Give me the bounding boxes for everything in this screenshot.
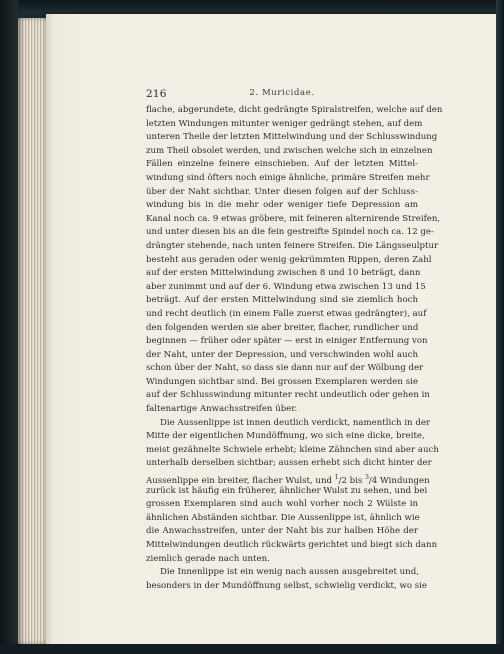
- text-line: ziemlich gerade nach unten.: [146, 553, 270, 564]
- text-fragment: bis: [346, 475, 366, 486]
- text-line: auf der ersten Mittelwindung zwischen 8 und 10 beträgt, dann: [146, 268, 421, 279]
- text-line: Fällen einzelne feinere einschieben. Auf der letzten Mittel-: [146, 159, 418, 170]
- text-line: drängter stehende, nach unten feinere Streifen. Die Längsseulptur: [146, 240, 439, 251]
- page-header: [146, 88, 418, 102]
- text-line: schon über der Naht, so dass sie dann nur auf der Wölbung der: [146, 363, 424, 374]
- text-line: flache, abgerundete, dicht gedrängte Spiralstreifen, welche auf den: [146, 105, 443, 115]
- text-line: beträgt. Auf der ersten Mittelwindung sind sie ziemlich hoch: [146, 295, 418, 306]
- text-line: windung sind öfters noch einige ähnliche, primäre Streifen mehr: [146, 172, 430, 183]
- text-line: Aussenlippe ein breiter, flacher Wulst, und $^1$/2 bis $^3$/4 Windungen: [146, 474, 430, 486]
- fraction-part: 3: [365, 474, 369, 482]
- fraction-part: 1: [334, 474, 339, 482]
- text-fragment: 4: [371, 475, 378, 486]
- text-line: auf der Schlusswindung mitunter recht undeutlich oder gehen in: [146, 390, 430, 401]
- text-line: besonders in der Mundöffnung selbst, schwielig verdickt, wo sie: [146, 580, 427, 591]
- text-line: aber zunimmt und auf der 6. Windung etwa zwischen 13 und 15: [146, 281, 426, 292]
- text-line: beginnen — früher oder später — erst in einiger Entfernung von: [146, 336, 428, 347]
- text-line: zum Theil obsolet werden, und zwischen welche sich in einzelnen: [146, 145, 433, 156]
- text-line: über der Naht sichtbar. Unter diesen folgen auf der Schluss-: [146, 186, 418, 197]
- text-line: und recht deutlich (in einem Falle zuerst etwas gedrängter), auf: [146, 308, 427, 319]
- text-line: meist gezähnelte Schwiele erhebt; kleine Zähnchen sind aber auch: [146, 444, 439, 455]
- text-line: faltenartige Anwachsstreifen über.: [146, 404, 298, 415]
- text-line: und unter diesen bis an die fein gestreifte Spindel noch ca. 12 ge-: [146, 227, 434, 238]
- text-line: unteren Theile der letzten Mittelwindung und der Schlusswindung: [146, 132, 438, 143]
- text-line: Mitte der eigentlichen Mundöffnung, wo sich eine dicke, breite,: [146, 431, 425, 442]
- text-line: der Naht, unter der Depression, und verschwinden wohl auch: [146, 349, 418, 360]
- text-line: ähnlichen Abständen sichtbar. Die Aussenlippe ist, ähnlich wie: [146, 512, 420, 523]
- book-page-edges: [18, 18, 48, 644]
- text-line: windung bis in die mehr oder weniger tiefe Depression am: [146, 200, 418, 211]
- running-head: 2. Muricidae.: [249, 88, 315, 98]
- backdrop-right: [496, 0, 504, 654]
- text-line: Windungen sichtbar sind. Bei grossen Exemplaren werden sie: [146, 376, 418, 387]
- text-line: den folgenden werden sie aber breiter, flacher, rundlicher und: [146, 322, 419, 333]
- backdrop-bottom: [0, 644, 504, 654]
- backdrop-top: [0, 0, 504, 14]
- text-line: die Anwachsstreifen, unter der Naht bis zur halben Höhe der: [146, 526, 418, 537]
- text-line: Mittelwindungen deutlich rückwärts gerichtet und biegt sich dann: [146, 540, 438, 550]
- text-line: zurück ist häufig ein früherer, ähnlicher Wulst zu sehen, und bei: [146, 485, 428, 496]
- body-text: [146, 104, 443, 593]
- page-number: 216: [146, 88, 167, 100]
- text-line: unterhalb derselben sichtbar; aussen erhebt sich dicht hinter der: [146, 458, 432, 469]
- text-fragment: Aussenlippe ein breiter, flacher Wulst, und: [146, 475, 335, 486]
- text-fragment: 2: [341, 475, 347, 486]
- text-line: letzten Windungen mitunter weniger gedrängt stehen, auf dem: [146, 118, 423, 129]
- text-line: besteht aus geraden oder wenig gekrümmten Rippen, deren Zahl: [146, 254, 432, 265]
- text-line: Die Innenlippe ist ein wenig nach aussen ausgebreitet und,: [160, 567, 419, 578]
- text-line: grossen Exemplaren sind auch wohl vorher noch 2 Wülste in: [146, 499, 418, 510]
- text-fragment: Windungen: [377, 475, 430, 486]
- backdrop-left: [0, 0, 18, 654]
- text-line: Die Aussenlippe ist innen deutlich verdickt, namentlich in der: [160, 417, 431, 428]
- text-line: Kanal noch ca. 9 etwas gröbere, mit feineren alternirende Streifen,: [146, 213, 441, 224]
